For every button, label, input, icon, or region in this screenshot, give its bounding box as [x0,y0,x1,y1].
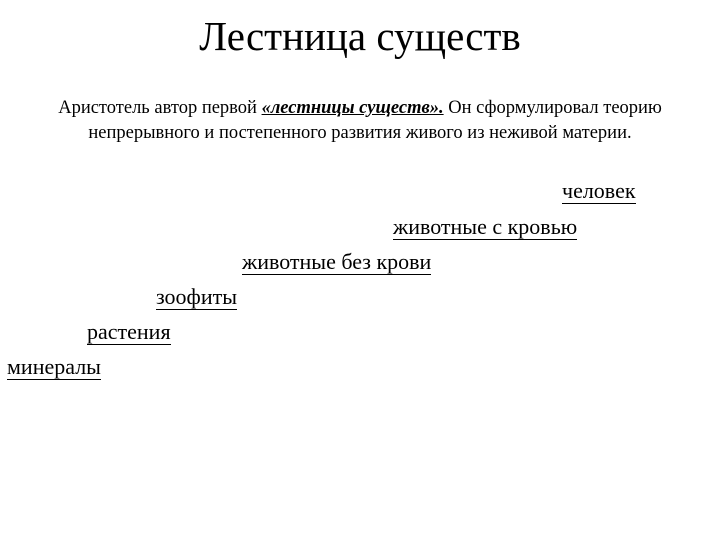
intro-text-start: Аристотель автор первой [58,98,262,118]
ladder-step-label: животные без крови [242,249,432,274]
ladder-step-blooded-animals [393,214,577,240]
ladder-step-zoophytes [156,284,237,310]
intro-emphasis: «лестницы существ». [261,98,444,118]
ladder-step-bloodless-animals [242,249,431,275]
intro-text-end: Он сформулировал теорию [443,98,662,118]
ladder-step-label: минералы [7,354,101,379]
intro-text-line2: непрерывного и постепенного развития живого из неживой материи. [88,123,632,143]
ladder-step-plants [87,319,171,345]
ladder-step-label: животные с кровью [393,214,578,239]
ladder-step-label: растения [87,319,171,344]
slide-title: Лестница существ [199,13,521,59]
ladder-step-label: человек [562,178,636,203]
ladder-step-label: зоофиты [156,284,237,309]
ladder-step-human [562,178,636,204]
ladder-step-minerals [7,354,101,380]
